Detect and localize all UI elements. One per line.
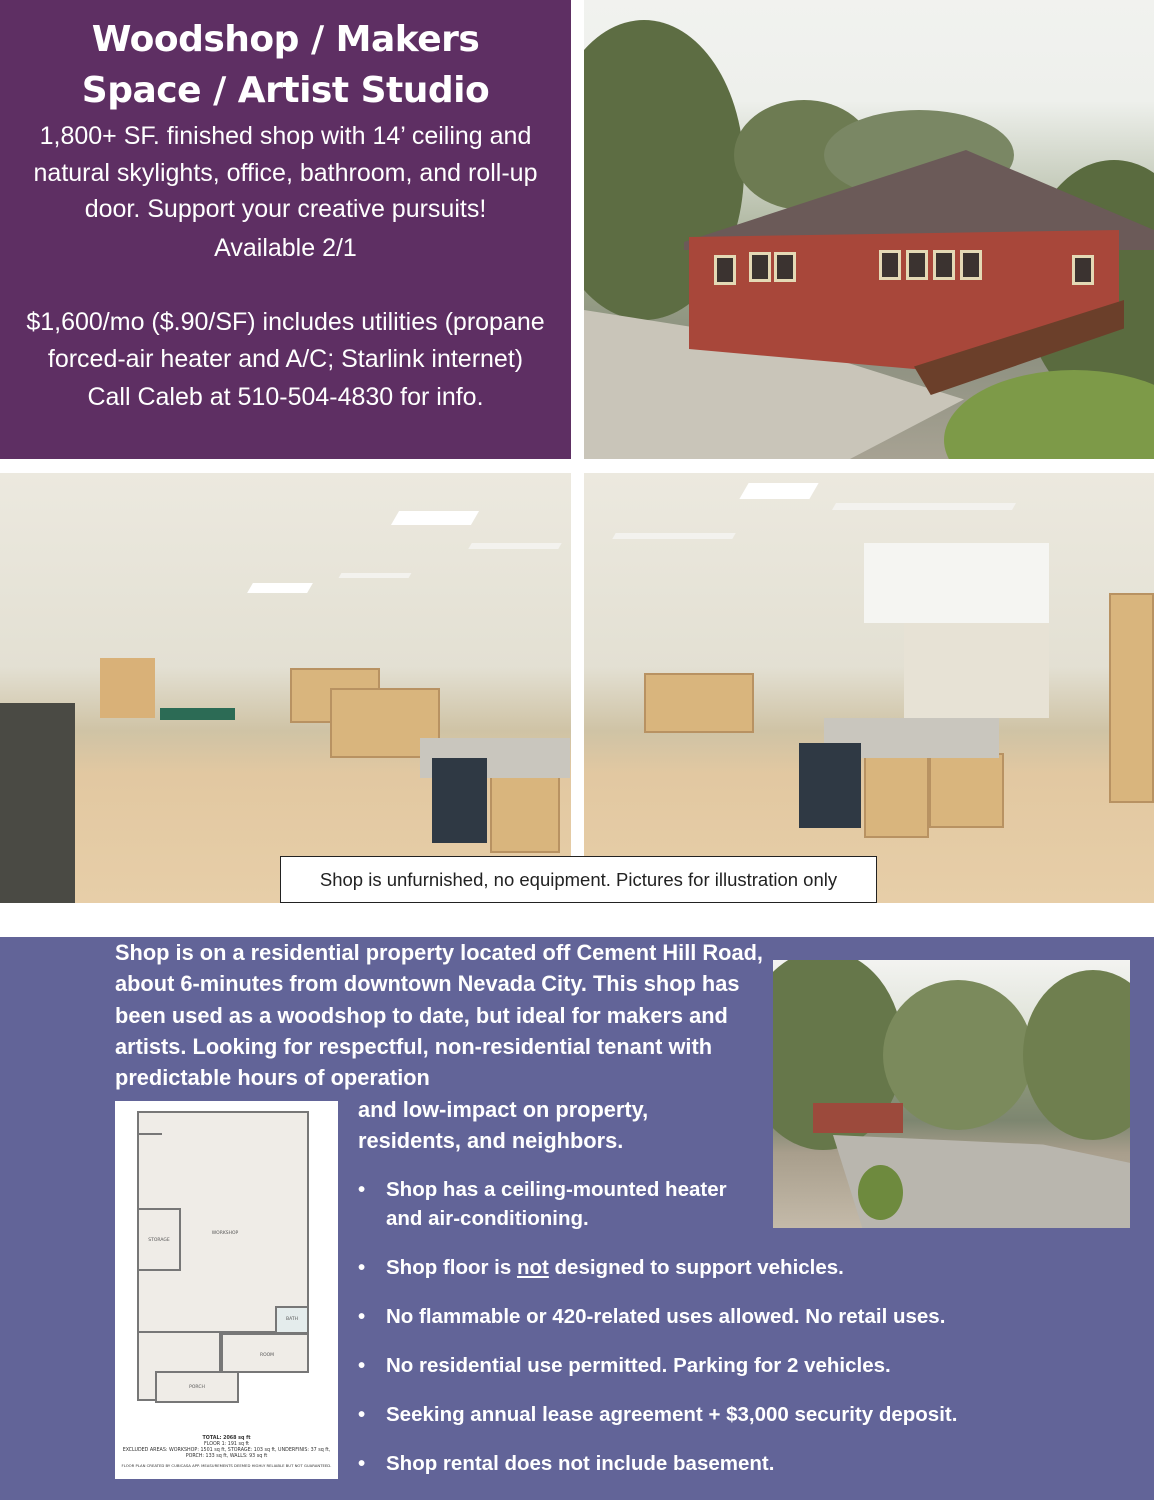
ceiling-light	[832, 503, 1016, 510]
list-item-text: Seeking annual lease agreement + $3,000 security deposit.	[386, 1403, 958, 1426]
bullet-icon: •	[358, 1403, 366, 1426]
table-saw	[799, 743, 861, 828]
shrub	[944, 370, 1154, 459]
listing-header-box	[0, 0, 571, 459]
list-item	[358, 1175, 758, 1233]
tree-foliage	[883, 980, 1033, 1130]
contact-info: Call Caleb at 510-504-4830 for info.	[87, 383, 484, 411]
cabinet	[490, 773, 560, 853]
availability-date: Available 2/1	[214, 233, 357, 262]
bullet-icon: •	[358, 1256, 366, 1279]
ceiling-light	[339, 573, 412, 578]
shop-window	[714, 255, 736, 285]
green-table	[160, 708, 235, 720]
property-intro-text: Shop is on a residential property located off Cement Hill Road, about 6-minutes from downtown Nevada City. This shop has been used as a woodshop to date, but ideal for makers and artists. Looking for respectful, non-residential tenant with predictable hours of operation	[115, 940, 763, 1091]
floor-plan-label: BATH	[286, 1317, 298, 1322]
list-item-text: Shop rental does not include basement.	[386, 1452, 775, 1475]
shop-window	[906, 250, 928, 280]
property-details-section	[0, 937, 1154, 1500]
shop-window	[879, 250, 901, 280]
office-door	[100, 658, 155, 718]
floor-plan-label: WORKSHOP	[211, 1231, 239, 1236]
shop-interior-photo	[584, 473, 1154, 903]
bullet-icon: •	[358, 1178, 366, 1201]
shop-exterior-photo	[584, 0, 1154, 459]
floor-plan-floor: FLOOR 1: 191 sq ft	[203, 1442, 250, 1447]
floor-plan-disclaimer: FLOOR PLAN CREATED BY CUBICASA APP. MEASUREMENTS DEEMED HIGHLY RELIABLE BUT NOT GUARANTEED.	[121, 1463, 332, 1468]
list-item-text-after: designed to support vehicles.	[548, 1256, 844, 1279]
floor-plan-wall-line	[137, 1111, 167, 1113]
bullet-icon: •	[358, 1452, 366, 1475]
shop-window	[774, 252, 796, 282]
skylight	[247, 583, 313, 593]
shrub	[858, 1165, 903, 1220]
listing-title: Woodshop / Makers Space / Artist Studio	[81, 19, 490, 111]
floor-plan-total: TOTAL: 2068 sq ft	[202, 1436, 251, 1441]
shop-interior-photo	[0, 473, 571, 903]
floor-plan-excluded: EXCLUDED AREAS: WORKSHOP: 1501 sq ft, STORAGE: 103 sq ft, UNDERFINIS: 37 sq ft, PORCH: 133 sq ft, WALLS: 93 sq ft	[122, 1448, 331, 1459]
list-item-text: No flammable or 420-related uses allowed. No retail uses.	[386, 1305, 946, 1328]
list-item-text-before: Shop floor is	[386, 1256, 517, 1279]
shop-window	[749, 252, 771, 282]
skylight	[739, 483, 818, 499]
machinery	[0, 703, 75, 903]
rent-price: $1,600/mo ($.90/SF) includes utilities (propane forced-air heater and A/C; Starlink internet)	[26, 308, 545, 373]
bullet-icon: •	[358, 1354, 366, 1377]
list-item-text: No residential use permitted. Parking for 2 vehicles.	[386, 1354, 891, 1377]
cabinet	[929, 753, 1004, 828]
list-item	[358, 1351, 1118, 1380]
list-item	[358, 1302, 1118, 1331]
cabinet	[864, 753, 929, 838]
property-intro-continued: and low-impact on property, residents, and neighbors.	[358, 1097, 649, 1154]
roll-up-door	[864, 543, 1049, 623]
skylight	[391, 511, 479, 525]
floor-plan-totals	[115, 1436, 338, 1469]
floor-plan-label: ROOM	[259, 1353, 275, 1358]
list-item	[358, 1400, 1118, 1429]
table-saw	[432, 758, 487, 843]
list-item	[358, 1449, 1118, 1478]
floor-plan-label: STORAGE	[148, 1238, 170, 1243]
listing-description: 1,800+ SF. finished shop with 14’ ceiling and natural skylights, office, bathroom, and roll-up door. Support your creative pursuits!	[33, 122, 538, 223]
floor-plan-wall-line	[137, 1133, 162, 1135]
tree-foliage	[1023, 970, 1130, 1140]
list-item-text: Shop has a ceiling-mounted heater and air-conditioning.	[386, 1178, 727, 1230]
door-opening	[904, 623, 1049, 718]
lumber-rack	[1109, 593, 1154, 803]
workbench	[644, 673, 754, 733]
ceiling-light	[468, 543, 561, 549]
photo-disclaimer-caption: Shop is unfurnished, no equipment. Pictures for illustration only	[280, 856, 877, 903]
spacer	[10, 266, 561, 302]
bullet-icon: •	[358, 1305, 366, 1328]
property-photo	[773, 960, 1130, 1228]
ceiling-light	[612, 533, 735, 539]
shop-window	[933, 250, 955, 280]
list-item-text-underlined: not	[516, 1256, 549, 1279]
shop-window	[1072, 255, 1094, 285]
floor-plan-label: PORCH	[189, 1385, 205, 1390]
shop-window	[960, 250, 982, 280]
house	[813, 1103, 903, 1133]
list-item	[358, 1253, 1118, 1282]
floor-plan-image	[115, 1101, 338, 1479]
